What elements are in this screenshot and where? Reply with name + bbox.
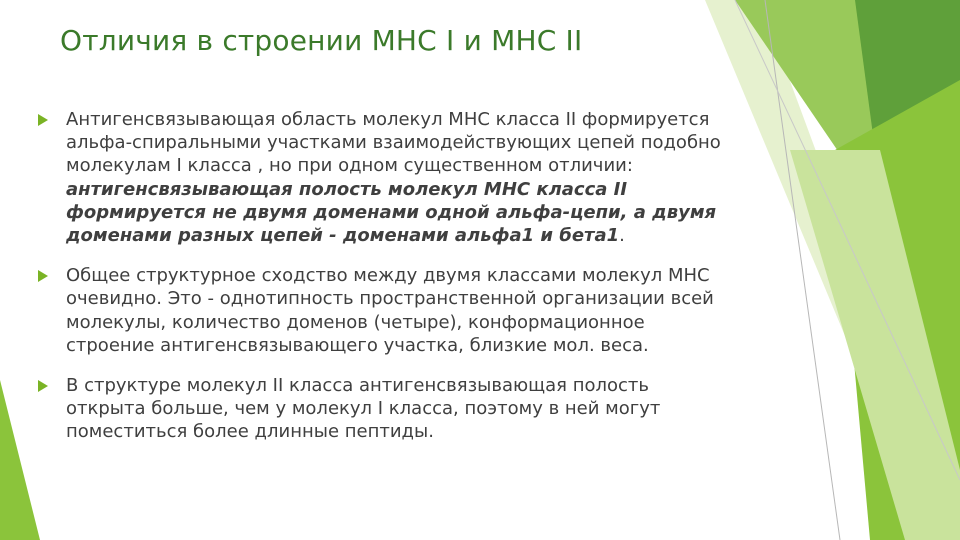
text-segment: Общее структурное сходство между двумя классами молекул МНС очевидно. Это - однотипность пространственной организации всей молекулы, количество доменов (четыре), конформационное строение антигенсвязывающего участка, близкие мол. веса. <box>66 265 714 356</box>
accent-triangle-bottom-left <box>0 380 40 540</box>
text-segment: Антигенсвязывающая область молекул МНС класса II формируется альфа-спиральными участками взаимодействующих цепей подобно молекулам I класса , но при одном существенном отличии: <box>66 109 721 177</box>
bullet-list <box>38 108 728 461</box>
bullet-item <box>38 374 728 444</box>
bullet-item <box>38 264 728 357</box>
bullet-text <box>66 265 714 356</box>
text-segment: . <box>619 225 625 247</box>
emphasized-text: антигенсвязывающая полость молекул МНС класса II формируется не двумя доменами одной альфа-цепи, а двумя доменами разных цепей - доменами альфа1 и бета1 <box>66 178 717 247</box>
triangle-right-icon <box>38 114 48 126</box>
text-segment: В структуре молекул II класса антигенсвязывающая полость открыта больше, чем у молекул I класса, поэтому в ней могут поместиться более длинные пептиды. <box>66 375 661 443</box>
triangle-right-icon <box>38 380 48 392</box>
slide-title: Отличия в строении МНС I и МНС II <box>60 24 583 57</box>
bullet-text <box>66 375 660 442</box>
bullet-item <box>38 108 728 247</box>
triangle-right-icon <box>38 270 48 282</box>
bullet-text <box>66 109 721 246</box>
